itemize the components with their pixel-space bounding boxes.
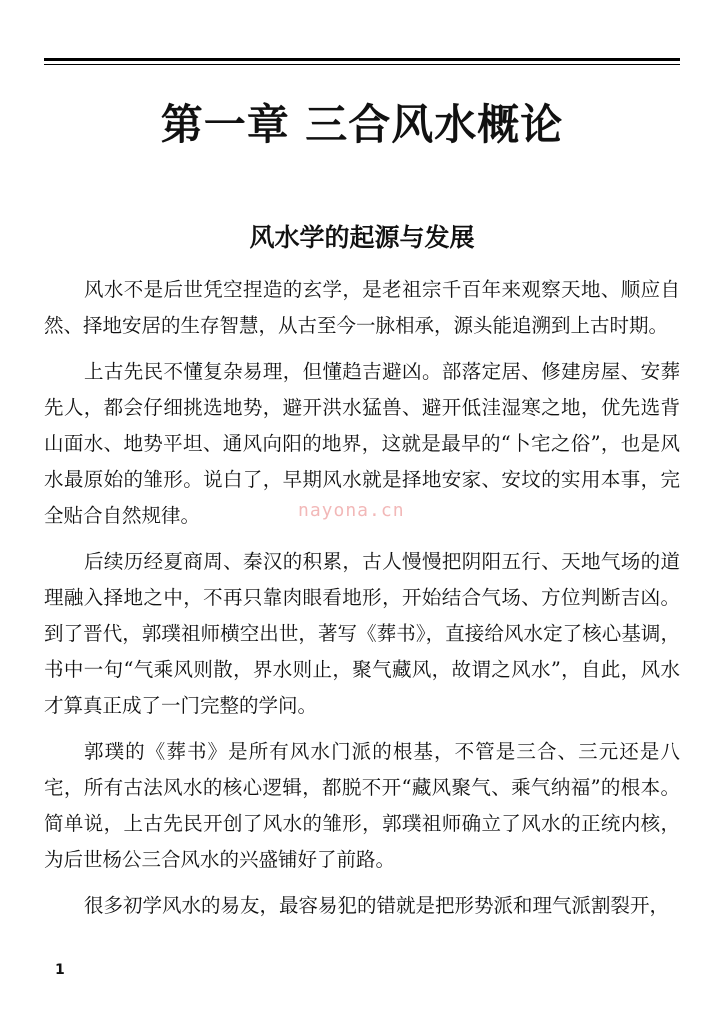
body-text (44, 272, 680, 934)
paragraph-5: 很多初学风水的易友，最容易犯的错就是把形势派和理气派割裂开， (84, 894, 670, 917)
section-title: 风水学的起源与发展 (249, 223, 475, 252)
paragraph-2: 上古先民不懂复杂易理，但懂趋吉避凶。部落定居、修建房屋、安葬先人，都会仔细挑选地势，避开洪水猛兽、避开低洼湿寒之地，优先选背山面水、地势平坦、通风向阳的地界，这就是最早的“卜宅之俗”，也是风水最原始的雏形。说白了，早期风水就是择地安家、安坟的实用本事，完全贴合自然规律。 (44, 360, 680, 527)
paragraph-4: 郭璞的《葬书》是所有风水门派的根基，不管是三合、三元还是八宅，所有古法风水的核心逻辑，都脱不开“藏风聚气、乘气纳福”的根本。简单说，上古先民开创了风水的雏形，郭璞祖师确立了风水的正统内核，为后世杨公三合风水的兴盛铺好了前路。 (44, 740, 680, 871)
paragraph-1: 风水不是后世凭空捏造的玄学，是老祖宗千百年来观察天地、顺应自然、择地安居的生存智慧，从古至今一脉相承，源头能追溯到上古时期。 (44, 278, 680, 337)
watermark: nayona.cn (298, 500, 405, 521)
paragraph-3: 后续历经夏商周、秦汉的积累，古人慢慢把阴阳五行、天地气场的道理融入择地之中，不再只靠肉眼看地形，开始结合气场、方位判断吉凶。到了晋代，郭璞祖师横空出世，著写《葬书》，直接给风水定了核心基调，书中一句“气乘风则散，界水则止，聚气藏风，故谓之风水”，自此，风水才算真正成了一门完整的学问。 (44, 550, 680, 717)
page-number: 1 (55, 962, 65, 978)
chapter-title: 第一章 三合风水概论 (160, 100, 564, 149)
header-rule-thick (44, 58, 680, 61)
header-rule-thin (44, 64, 680, 65)
